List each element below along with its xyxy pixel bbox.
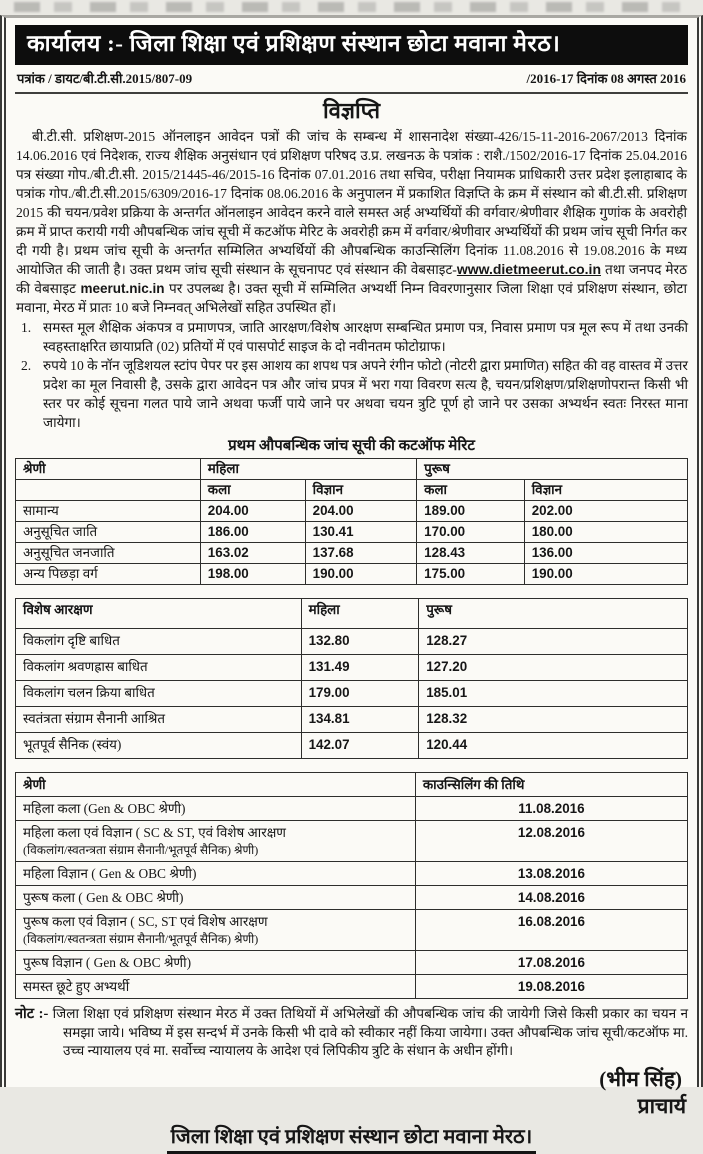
note-text: जिला शिक्षा एवं प्रशिक्षण संस्थान मेरठ में उक्त तिथियों में अभिलेखों की औपबन्धिक जांच की जायेगी जिसे किसी प्रकार का चयन न समझा जाये। भविष्य में इस सन्दर्भ में उनके किसी भी दावे को स्वीकार नहीं किया जायेगा। उक्त औपबन्धिक जांच सूची/कटऑफ मा. उच्च न्यायालय एवं मा. सर्वोच्च न्यायालय के आदेश एवं लिपिकीय त्रुटि के संधान के अधीन होंगी। [52, 1006, 688, 1058]
paragraph-text-2: तथा जनपद मेरठ की वेबसाइट [16, 262, 687, 296]
col-special-category: विशेष आरक्षण [16, 599, 302, 629]
table-row [16, 543, 688, 564]
col-male-arts: कला [417, 480, 525, 501]
merit-cell: 204.00 [305, 501, 417, 522]
table-row [16, 733, 688, 759]
category-cell [16, 975, 416, 999]
district-website-link: meerut.nic.in [80, 281, 165, 296]
merit-cell: 136.00 [524, 543, 687, 564]
category-label: महिला कला (Gen & OBC श्रेणी) [23, 801, 186, 816]
merit-cell: 142.07 [301, 733, 419, 759]
col-male: पुरूष [417, 459, 688, 480]
date-cell: 17.08.2016 [415, 951, 687, 975]
col-female-science: विज्ञान [305, 480, 417, 501]
institute-website-link: www.dietmeerut.co.in [456, 261, 601, 277]
merit-cell: 175.00 [417, 564, 525, 585]
merit-cell: 179.00 [301, 681, 419, 707]
col-male: पुरूष [419, 599, 688, 629]
date-cell: 12.08.2016 [415, 821, 687, 862]
table-row [16, 862, 688, 886]
category-cell [16, 910, 416, 951]
date-cell: 13.08.2016 [415, 862, 687, 886]
list-item-number: 1. [21, 320, 32, 335]
note-block [15, 1005, 688, 1061]
col-counselling-date: काउन्सिलिंग की तिथि [415, 773, 687, 797]
merit-cell: 128.43 [417, 543, 525, 564]
paragraph-text-3: पर उपलब्ध है। उक्त सूची में सम्मिलित अभ्यर्थी निम्न विवरणानुसार जिला शिक्षा एवं प्रशिक्षण संस्थान, छोटा मवाना, मेरठ में प्रातः 10 बजे निम्नवत् अभिलेखों सहित उपस्थित हों। [16, 281, 687, 315]
page-title: विज्ञप्ति [322, 98, 381, 123]
signatory-designation: प्राचार्य [637, 1093, 686, 1118]
signatory-name: (भीम सिंह) [599, 1066, 682, 1091]
category-cell: अनुसूचित जाति [16, 522, 201, 543]
table-subheader-row [16, 480, 688, 501]
category-label: पुरूष कला ( Gen & OBC श्रेणी) [23, 890, 184, 905]
merit-cell: 185.01 [419, 681, 688, 707]
merit-cell: 202.00 [524, 501, 687, 522]
category-label: महिला कला एवं विज्ञान ( SC & ST, एवं विशेष आरक्षण [23, 825, 286, 840]
col-empty [16, 480, 201, 501]
table-header-row [16, 599, 688, 629]
table-row [16, 797, 688, 821]
merit-cell: 204.00 [200, 501, 305, 522]
table-header-row [16, 459, 688, 480]
table-row [16, 681, 688, 707]
date-cell: 19.08.2016 [415, 975, 687, 999]
merit-cell: 190.00 [305, 564, 417, 585]
table-row [16, 655, 688, 681]
notification-paragraph [15, 127, 688, 317]
col-category: श्रेणी [16, 459, 201, 480]
category-cell: स्वतंत्रता संग्राम सैनानी आश्रित [16, 707, 302, 733]
category-cell [16, 797, 416, 821]
list-item-number: 2. [21, 358, 32, 373]
list-item [15, 356, 688, 432]
table-row [16, 821, 688, 862]
category-cell: अन्य पिछड़ा वर्ग [16, 564, 201, 585]
paragraph-text-1: बी.टी.सी. प्रशिक्षण-2015 ऑनलाइन आवेदन पत्रों की जांच के सम्बन्ध में शासनादेश संख्या-426/15-11-2016-2067/2013 दिनांक 14.06.2016 एवं निदेशक, राज्य शैक्षिक अनुसंधान एवं प्रशिक्षण परिषद उ.प्र. लखनऊ के पत्रांक : राशै./1502/2016-17 दिनांक 25.04.2016 पत्र संख्या गोप./बी.टी.सी. 2015/21445-46/2015-16 दिनांक 07.01.2016 तथा सचिव, परीक्षा नियामक प्राधिकारी उत्तर प्रदेश इलाहाबाद के पत्रांक गोप./बी.टी.सी.2015/6309/2016-17 दिनांक 08.06.2016 के अनुपालन में प्रकाशित विज्ञप्ति के क्रम में संस्थान को बी.टी.सी. प्रशिक्षण 2015 की चयन/प्रवेश प्रक्रिया के अन्तर्गत ऑनलाइन आवेदन करने वाले समस्त अर्ह अभ्यर्थियों की वर्गवार/श्रेणीवार शैक्षिक गुणांक के अवरोही क्रम में प्राप्त करायी गयी औपबन्धिक जांच सूची में कटऑफ मेरिट के अवरोही क्रम में वर्गवार/श्रेणीवार अभ्यर्थियों की प्रथम जांच सूची निर्गत कर दी गयी है। प्रथम जांच सूची के अन्तर्गत सम्मिलित अभ्यर्थियों की औपबन्धिक काउन्सिलिंग दिनांक 11.08.2016 से 19.08.2016 के मध्य आयोजित की जाती है। उक्त प्रथम जांच सूची संस्थान के सूचनापट एवं संस्थान की वेबसाइट- [16, 129, 687, 277]
category-label: समस्त छूटे हुए अभ्यर्थी [23, 979, 130, 994]
scan-artifact-top [14, 2, 689, 12]
list-item [15, 318, 688, 356]
merit-cell: 120.44 [419, 733, 688, 759]
category-cell: विकलांग चलन क्रिया बाधित [16, 681, 302, 707]
office-title-bar: कार्यालय :- जिला शिक्षा एवं प्रशिक्षण संस्थान छोटा मवाना मेरठ। [15, 25, 688, 65]
category-sublabel: (विकलांग/स्वतन्त्रता संग्राम सैनानी/भूतपूर्व सैनिक) श्रेणी) [23, 843, 259, 857]
table-row [16, 910, 688, 951]
note-label: नोट :- [15, 1006, 49, 1022]
col-female-arts: कला [200, 480, 305, 501]
special-reservation-table [15, 598, 688, 759]
merit-cell: 163.02 [200, 543, 305, 564]
merit-cell: 180.00 [524, 522, 687, 543]
table-row [16, 629, 688, 655]
merit-cell: 186.00 [200, 522, 305, 543]
category-label: पुरूष विज्ञान ( Gen & OBC श्रेणी) [23, 955, 192, 970]
merit-cell: 190.00 [524, 564, 687, 585]
category-cell: विकलांग श्रवणह्रास बाधित [16, 655, 302, 681]
col-female: महिला [301, 599, 419, 629]
category-cell: विकलांग दृष्टि बाधित [16, 629, 302, 655]
category-cell [16, 862, 416, 886]
category-sublabel: (विकलांग/स्वतन्त्रता संग्राम सैनानी/भूतपूर्व सैनिक) श्रेणी) [23, 932, 259, 946]
table-row [16, 564, 688, 585]
col-female: महिला [200, 459, 416, 480]
documents-required-list [15, 318, 688, 432]
table-row [16, 975, 688, 999]
category-cell: भूतपूर्व सैनिक (स्वंय) [16, 733, 302, 759]
date-cell: 11.08.2016 [415, 797, 687, 821]
merit-cell: 137.68 [305, 543, 417, 564]
list-item-text: समस्त मूल शैक्षिक अंकपत्र व प्रमाणपत्र, जाति आरक्षण/विशेष आरक्षण सम्बन्धित प्रमाण पत्र, निवास प्रमाण पत्र मूल रूप में तथा उनकी स्वहस्ताक्षरित छायाप्रति (02) प्रतियों में एवं पासपोर्ट साइज के दो नवीनतम फोटोग्राफ। [43, 320, 688, 354]
merit-cell: 127.20 [419, 655, 688, 681]
letter-date: /2016-17 दिनांक 08 अगस्त 2016 [526, 71, 686, 86]
merit-cell: 128.27 [419, 629, 688, 655]
table-row [16, 707, 688, 733]
merit-cell: 130.41 [305, 522, 417, 543]
merit-cell: 189.00 [417, 501, 525, 522]
cutoff-merit-table [15, 458, 688, 585]
category-label: महिला विज्ञान ( Gen & OBC श्रेणी) [23, 866, 197, 881]
merit-cell: 170.00 [417, 522, 525, 543]
table-row [16, 886, 688, 910]
category-cell [16, 951, 416, 975]
merit-cell: 134.81 [301, 707, 419, 733]
merit-cell: 128.32 [419, 707, 688, 733]
list-item-text: रुपये 10 के नॉन जूडिशयल स्टांप पेपर पर इस आशय का शपथ पत्र अपने रंगीन फोटो (नोटरी द्वारा प्रमाणित) सहित की वह वास्तव में उत्तर प्रदेश का मूल निवासी है, उसके द्वारा आवेदन पत्र और जांच प्रपत्र में भरा गया विवरण सत्य है, चयन/प्रशिक्षण/प्रशिक्षणोपरान्त किसी भी स्तर पर कोई सूचना गलत पाये जाने अथवा फर्जी पाये जाने पर अथवा चयन त्रुटि पूर्ण हो जाने पर उसका अभ्यर्थन स्वतः निरस्त माना जायेगा। [43, 358, 688, 430]
merit-cell: 132.80 [301, 629, 419, 655]
table-row [16, 951, 688, 975]
category-cell: सामान्य [16, 501, 201, 522]
category-cell [16, 886, 416, 910]
merit-cell: 198.00 [200, 564, 305, 585]
category-label: पुरूष कला एवं विज्ञान ( SC, ST एवं विशेष आरक्षण [23, 914, 268, 929]
letter-number: पत्रांक / डायट/बी.टी.सी.2015/807-09 [17, 71, 193, 86]
table-row [16, 501, 688, 522]
reference-row [15, 65, 688, 94]
category-cell [16, 821, 416, 862]
counselling-schedule-table [15, 772, 688, 999]
cutoff-table-title: प्रथम औपबन्धिक जांच सूची की कटऑफ मेरिट [228, 438, 475, 454]
col-category: श्रेणी [16, 773, 416, 797]
document-frame [0, 15, 703, 1148]
table-row [16, 522, 688, 543]
merit-cell: 131.49 [301, 655, 419, 681]
signatory-institute: जिला शिक्षा एवं प्रशिक्षण संस्थान छोटा मवाना मेरठ। [167, 1125, 537, 1154]
signatory-institute-wrap [15, 1125, 688, 1154]
date-cell: 16.08.2016 [415, 910, 687, 951]
date-cell: 14.08.2016 [415, 886, 687, 910]
category-cell: अनुसूचित जनजाति [16, 543, 201, 564]
table-header-row [16, 773, 688, 797]
col-male-science: विज्ञान [524, 480, 687, 501]
